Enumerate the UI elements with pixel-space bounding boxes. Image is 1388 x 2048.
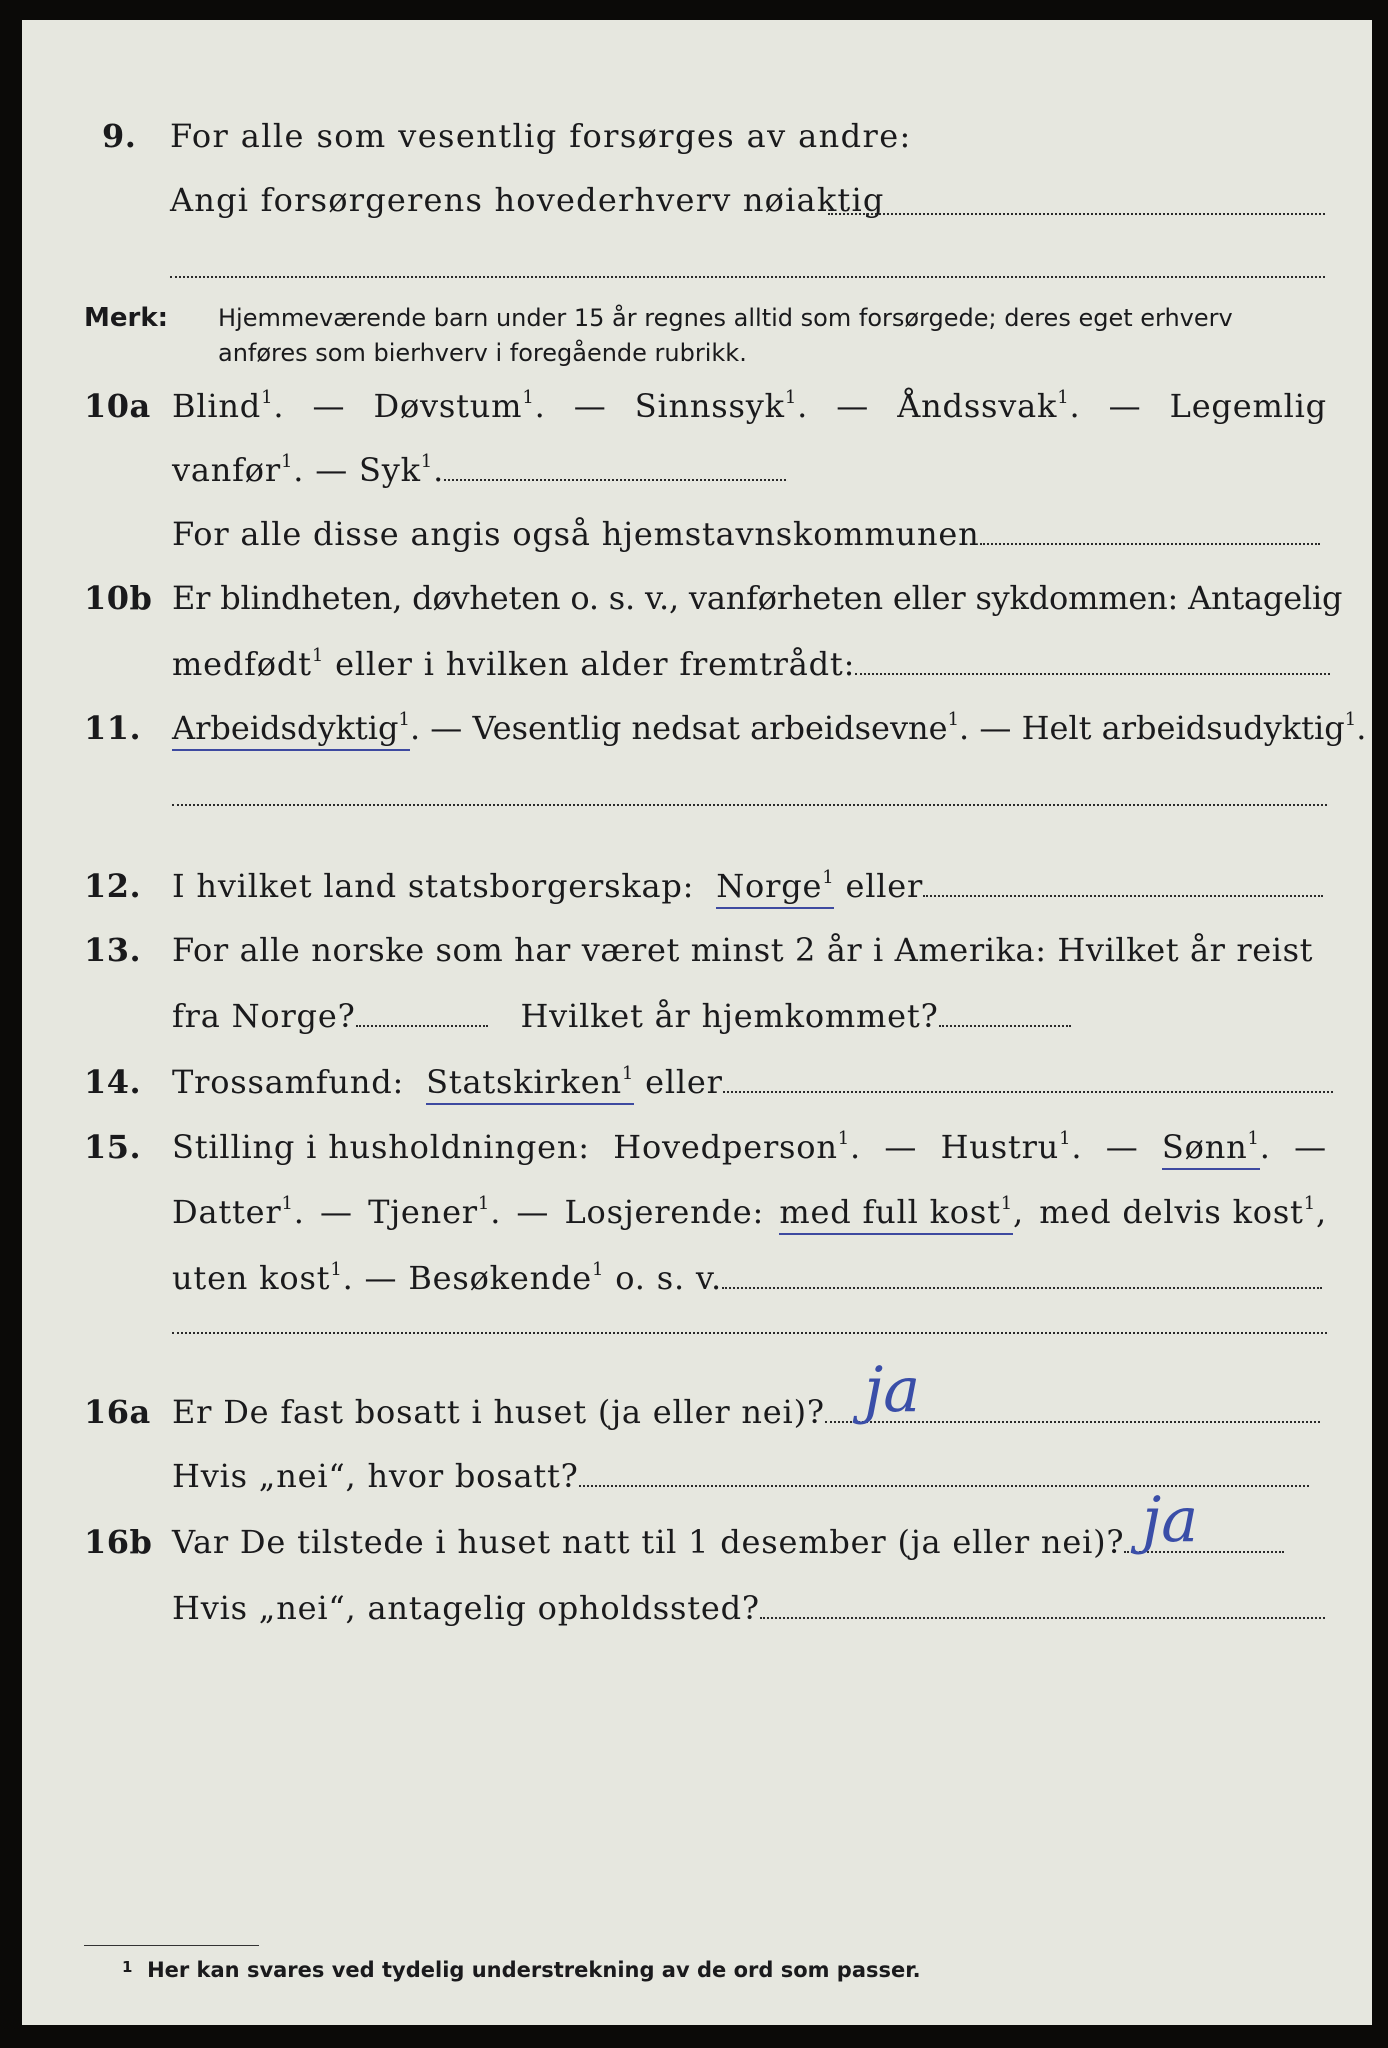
option-besokende: Besøkende bbox=[408, 1259, 593, 1297]
option-dovstum: Døvstum bbox=[373, 387, 523, 425]
q16a-number: 16a bbox=[84, 1393, 151, 1431]
q10b-line1: Er blindheten, døvheten o. s. v., vanførheten eller sykdommen: Antagelig bbox=[172, 579, 1343, 617]
q15-number: 15. bbox=[84, 1128, 142, 1166]
option-norge: Norge$^1$ bbox=[716, 867, 834, 909]
merk-line2: anføres som bierhverv i foregående rubrikk. bbox=[218, 339, 747, 367]
q16b-opholdssted-line bbox=[760, 1617, 1325, 1619]
option-helt-arbeidsudyktig: Helt arbeidsudyktig bbox=[1021, 709, 1345, 747]
option-medfodt: medfødt bbox=[172, 645, 312, 683]
merk-label: Merk: bbox=[84, 303, 169, 333]
q9-line2: Angi forsørgerens hovederhverv nøiaktig bbox=[170, 181, 885, 219]
q10b-line2: medfødt$^1$ eller i hvilken alder fremtrådt: bbox=[172, 644, 1330, 684]
q11-number: 11. bbox=[84, 709, 142, 747]
option-tjener: Tjener bbox=[368, 1193, 478, 1231]
q16b-line2: Hvis „nei“, antagelig opholdssted? bbox=[172, 1588, 1325, 1628]
q16b-number: 16b bbox=[84, 1523, 153, 1561]
q14-number: 14. bbox=[84, 1063, 142, 1101]
q13-line2: fra Norge? Hvilket år hjemkommet? bbox=[172, 996, 1071, 1036]
q10a-number: 10a bbox=[84, 387, 151, 425]
q10b-number: 10b bbox=[84, 579, 153, 617]
q14-answer-line bbox=[723, 1091, 1333, 1093]
q14-line: Trossamfund: Statskirken$^1$ eller bbox=[172, 1062, 1333, 1102]
census-form-page bbox=[22, 20, 1372, 2025]
q16b-line1: Var De tilstede i huset natt til 1 desember (ja eller nei)? bbox=[172, 1522, 1284, 1562]
merk-line1: Hjemmeværende barn under 15 år regnes alltid som forsørgede; deres eget erhverv bbox=[218, 304, 1233, 332]
q13-reist-line bbox=[356, 1025, 488, 1027]
q9-line1: For alle som vesentlig forsørges av andre: bbox=[170, 117, 912, 155]
q10a-line2: vanfør$^1$. — Syk$^1$. bbox=[172, 450, 786, 490]
option-uten-kost: uten kost bbox=[172, 1259, 331, 1297]
option-hustru: Hustru bbox=[940, 1128, 1060, 1166]
q12-line: I hvilket land statsborgerskap: Norge$^1$ eller bbox=[172, 866, 1323, 906]
q13-hjemkommet-line bbox=[939, 1025, 1071, 1027]
q15-answer-line bbox=[722, 1287, 1322, 1289]
q15-line2: Datter$^1$. — Tjener$^1$. — Losjerende: med full kost$^1$, med delvis kost$^1$, bbox=[172, 1192, 1327, 1232]
q12-number: 12. bbox=[84, 867, 142, 905]
q10a-line3: For alle disse angis også hjemstavnskommunen bbox=[172, 514, 1320, 554]
q13-number: 13. bbox=[84, 931, 142, 969]
q16a-line1: Er De fast bosatt i huset (ja eller nei)? bbox=[172, 1392, 1320, 1432]
q15-line1: Stilling i husholdningen: Hovedperson$^1$. — Hustru$^1$. — Sønn$^1$. — bbox=[172, 1127, 1327, 1167]
q10a-hjemstavn-line bbox=[980, 543, 1320, 545]
q16b-handwritten-answer: ja bbox=[1142, 1483, 1199, 1556]
q11-line: Arbeidsdyktig$^1$. — Vesentlig nedsat arbeidsevne$^1$. — Helt arbeidsudyktig$^1$. bbox=[172, 708, 1366, 748]
q10b-answer-line bbox=[855, 673, 1330, 675]
q16a-handwritten-answer: ja bbox=[864, 1353, 921, 1426]
option-vesentlig-nedsat: Vesentlig nedsat arbeidsevne bbox=[472, 709, 948, 747]
option-med-delvis-kost: med delvis kost bbox=[1039, 1193, 1304, 1231]
option-andssvak: Åndssvak bbox=[897, 387, 1058, 425]
q11-answer-line bbox=[172, 804, 1327, 806]
q13-line1: For alle norske som har været minst 2 år i Amerika: Hvilket år reist bbox=[172, 931, 1314, 969]
option-sinnssyk: Sinnssyk bbox=[634, 387, 785, 425]
q15-answer-line-2 bbox=[172, 1332, 1327, 1334]
option-legemlig: Legemlig bbox=[1169, 387, 1327, 425]
footnote-separator bbox=[84, 1945, 259, 1946]
option-hovedperson: Hovedperson bbox=[613, 1128, 838, 1166]
q16a-bosatt-line bbox=[579, 1485, 1309, 1487]
option-syk: Syk bbox=[359, 451, 421, 489]
option-statskirken: Statskirken$^1$ bbox=[426, 1063, 634, 1105]
option-med-full-kost: med full kost$^1$ bbox=[779, 1193, 1013, 1235]
q9-answer-line-2 bbox=[170, 276, 1325, 278]
q12-answer-line bbox=[923, 895, 1323, 897]
q9-number: 9. bbox=[102, 117, 137, 155]
q10a-syk-line bbox=[444, 479, 786, 481]
footnote: $^1$ Her kan svares ved tydelig understrekning av de ord som passer. bbox=[122, 1958, 921, 1982]
q15-line3: uten kost$^1$. — Besøkende$^1$ o. s. v. bbox=[172, 1258, 1322, 1298]
option-sonn: Sønn$^1$ bbox=[1162, 1128, 1260, 1170]
q10a-line1: Blind$^1$. — Døvstum$^1$. — Sinnssyk$^1$. — Åndssvak$^1$. — Legemlig bbox=[172, 387, 1327, 425]
option-blind: Blind bbox=[172, 387, 262, 425]
option-datter: Datter bbox=[172, 1193, 282, 1231]
q9-answer-line-1 bbox=[828, 213, 1325, 215]
q16a-line2: Hvis „nei“, hvor bosatt? bbox=[172, 1456, 1309, 1496]
option-vanfor: vanfør bbox=[172, 451, 281, 489]
option-arbeidsdyktig: Arbeidsdyktig$^1$ bbox=[172, 709, 410, 751]
